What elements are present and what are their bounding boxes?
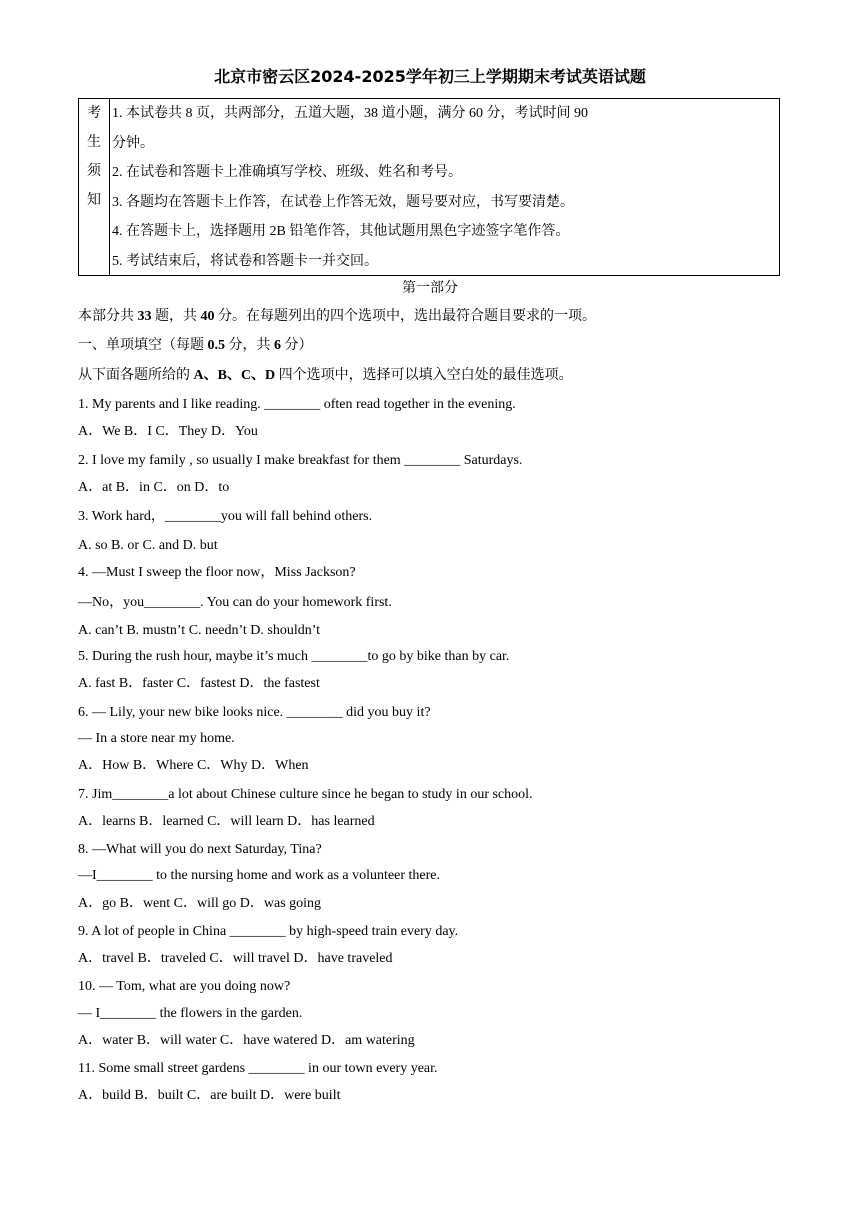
answer-options: A．build B．built C．are built D．were built — [78, 1088, 341, 1103]
notice-label-char: 知 — [87, 193, 101, 208]
intro-text: 分。在每题列出的四个选项中，选出最符合题目要求的一项。 — [214, 309, 596, 324]
intro-count: 33 — [137, 309, 152, 324]
answer-options: A．How B．Where C．Why D．When — [78, 758, 309, 773]
instruction-options: A、B、C、D — [193, 368, 276, 383]
question-stem: 8. —What will you do next Saturday, Tina? — [78, 842, 322, 857]
notice-item: 3. 各题均在答题卡上作答，在试卷上作答无效，题号要对应，书写要清楚。 — [112, 194, 574, 210]
section-total: 6 — [274, 338, 281, 353]
page-title: 北京市密云区2024-2025学年初三上学期期末考试英语试题 — [214, 67, 646, 86]
intro-text: 本部分共 — [78, 309, 138, 324]
part-intro — [78, 307, 596, 327]
notice-label — [79, 99, 110, 275]
question-stem: 5. During the rush hour, maybe it’s much ________to go by bike than by car. — [78, 649, 510, 664]
section-instruction — [78, 366, 573, 386]
question-stem: —I________ to the nursing home and work as a volunteer there. — [78, 868, 440, 883]
intro-text: 题，共 — [151, 309, 201, 324]
section-points: 0.5 — [207, 338, 225, 353]
notice-item: 4. 在答题卡上，选择题用 2B 铅笔作答，其他试题用黑色字迹签字笔作答。 — [112, 224, 570, 239]
question-stem: 9. A lot of people in China ________ by high-speed train every day. — [78, 924, 459, 939]
question-stem: 11. Some small street gardens ________ in our town every year. — [78, 1061, 438, 1076]
answer-options: A．travel B．traveled C．will travel D．have traveled — [78, 951, 393, 966]
exam-notice-box — [78, 98, 780, 276]
notice-item: 5. 考试结束后，将试卷和答题卡一并交回。 — [112, 253, 378, 269]
question-stem: — In a store near my home. — [78, 731, 235, 746]
answer-options: A．water B．will water C．have watered D．am watering — [78, 1033, 415, 1048]
section-text: 一、单项填空（每题 — [78, 338, 208, 353]
instruction-text: 从下面各题所给的 — [78, 368, 194, 383]
notice-label-char: 须 — [87, 164, 101, 179]
answer-options: A. can’t B. mustn’t C. needn’t D. shouldn’t — [78, 623, 321, 638]
notice-body — [110, 99, 779, 275]
question-stem: 2. I love my family , so usually I make breakfast for them ________ Saturdays. — [78, 453, 523, 468]
answer-options: A．We B．I C．They D．You — [78, 424, 258, 439]
section-text: 分） — [281, 338, 313, 353]
notice-item: 分钟。 — [112, 135, 154, 151]
answer-options: A．learns B．learned C．will learn D．has learned — [78, 814, 375, 829]
question-stem: — I________ the flowers in the garden. — [78, 1006, 303, 1021]
notice-label-char: 考 — [87, 106, 101, 121]
question-stem: —No，you________. You can do your homework first. — [78, 595, 392, 610]
notice-label-char: 生 — [87, 135, 101, 150]
section-text: 分，共 — [225, 338, 274, 353]
question-stem: 3. Work hard，________you will fall behind others. — [78, 509, 373, 524]
part-title: 第一部分 — [402, 281, 458, 296]
section-heading — [78, 336, 313, 356]
question-stem: 7. Jim________a lot about Chinese culture since he began to study in our school. — [78, 787, 533, 802]
question-stem: 1. My parents and I like reading. ________ often read together in the evening. — [78, 397, 516, 412]
instruction-text: 四个选项中，选择可以填入空白处的最佳选项。 — [275, 368, 573, 383]
notice-item: 1. 本试卷共 8 页，共两部分，五道大题，38 道小题，满分 60 分，考试时间 90 — [112, 106, 588, 121]
intro-score: 40 — [200, 309, 215, 324]
answer-options: A. fast B．faster C．fastest D．the fastest — [78, 676, 320, 691]
question-stem: 6. — Lily, your new bike looks nice. ________ did you buy it? — [78, 705, 431, 720]
answer-options: A．go B．went C．will go D．was going — [78, 896, 322, 911]
question-stem: 10. — Tom, what are you doing now? — [78, 979, 291, 994]
answer-options: A．at B．in C．on D．to — [78, 480, 230, 495]
answer-options: A. so B. or C. and D. but — [78, 538, 218, 553]
notice-item: 2. 在试卷和答题卡上准确填写学校、班级、姓名和考号。 — [112, 165, 462, 180]
question-stem: 4. —Must I sweep the floor now，Miss Jackson? — [78, 565, 356, 580]
